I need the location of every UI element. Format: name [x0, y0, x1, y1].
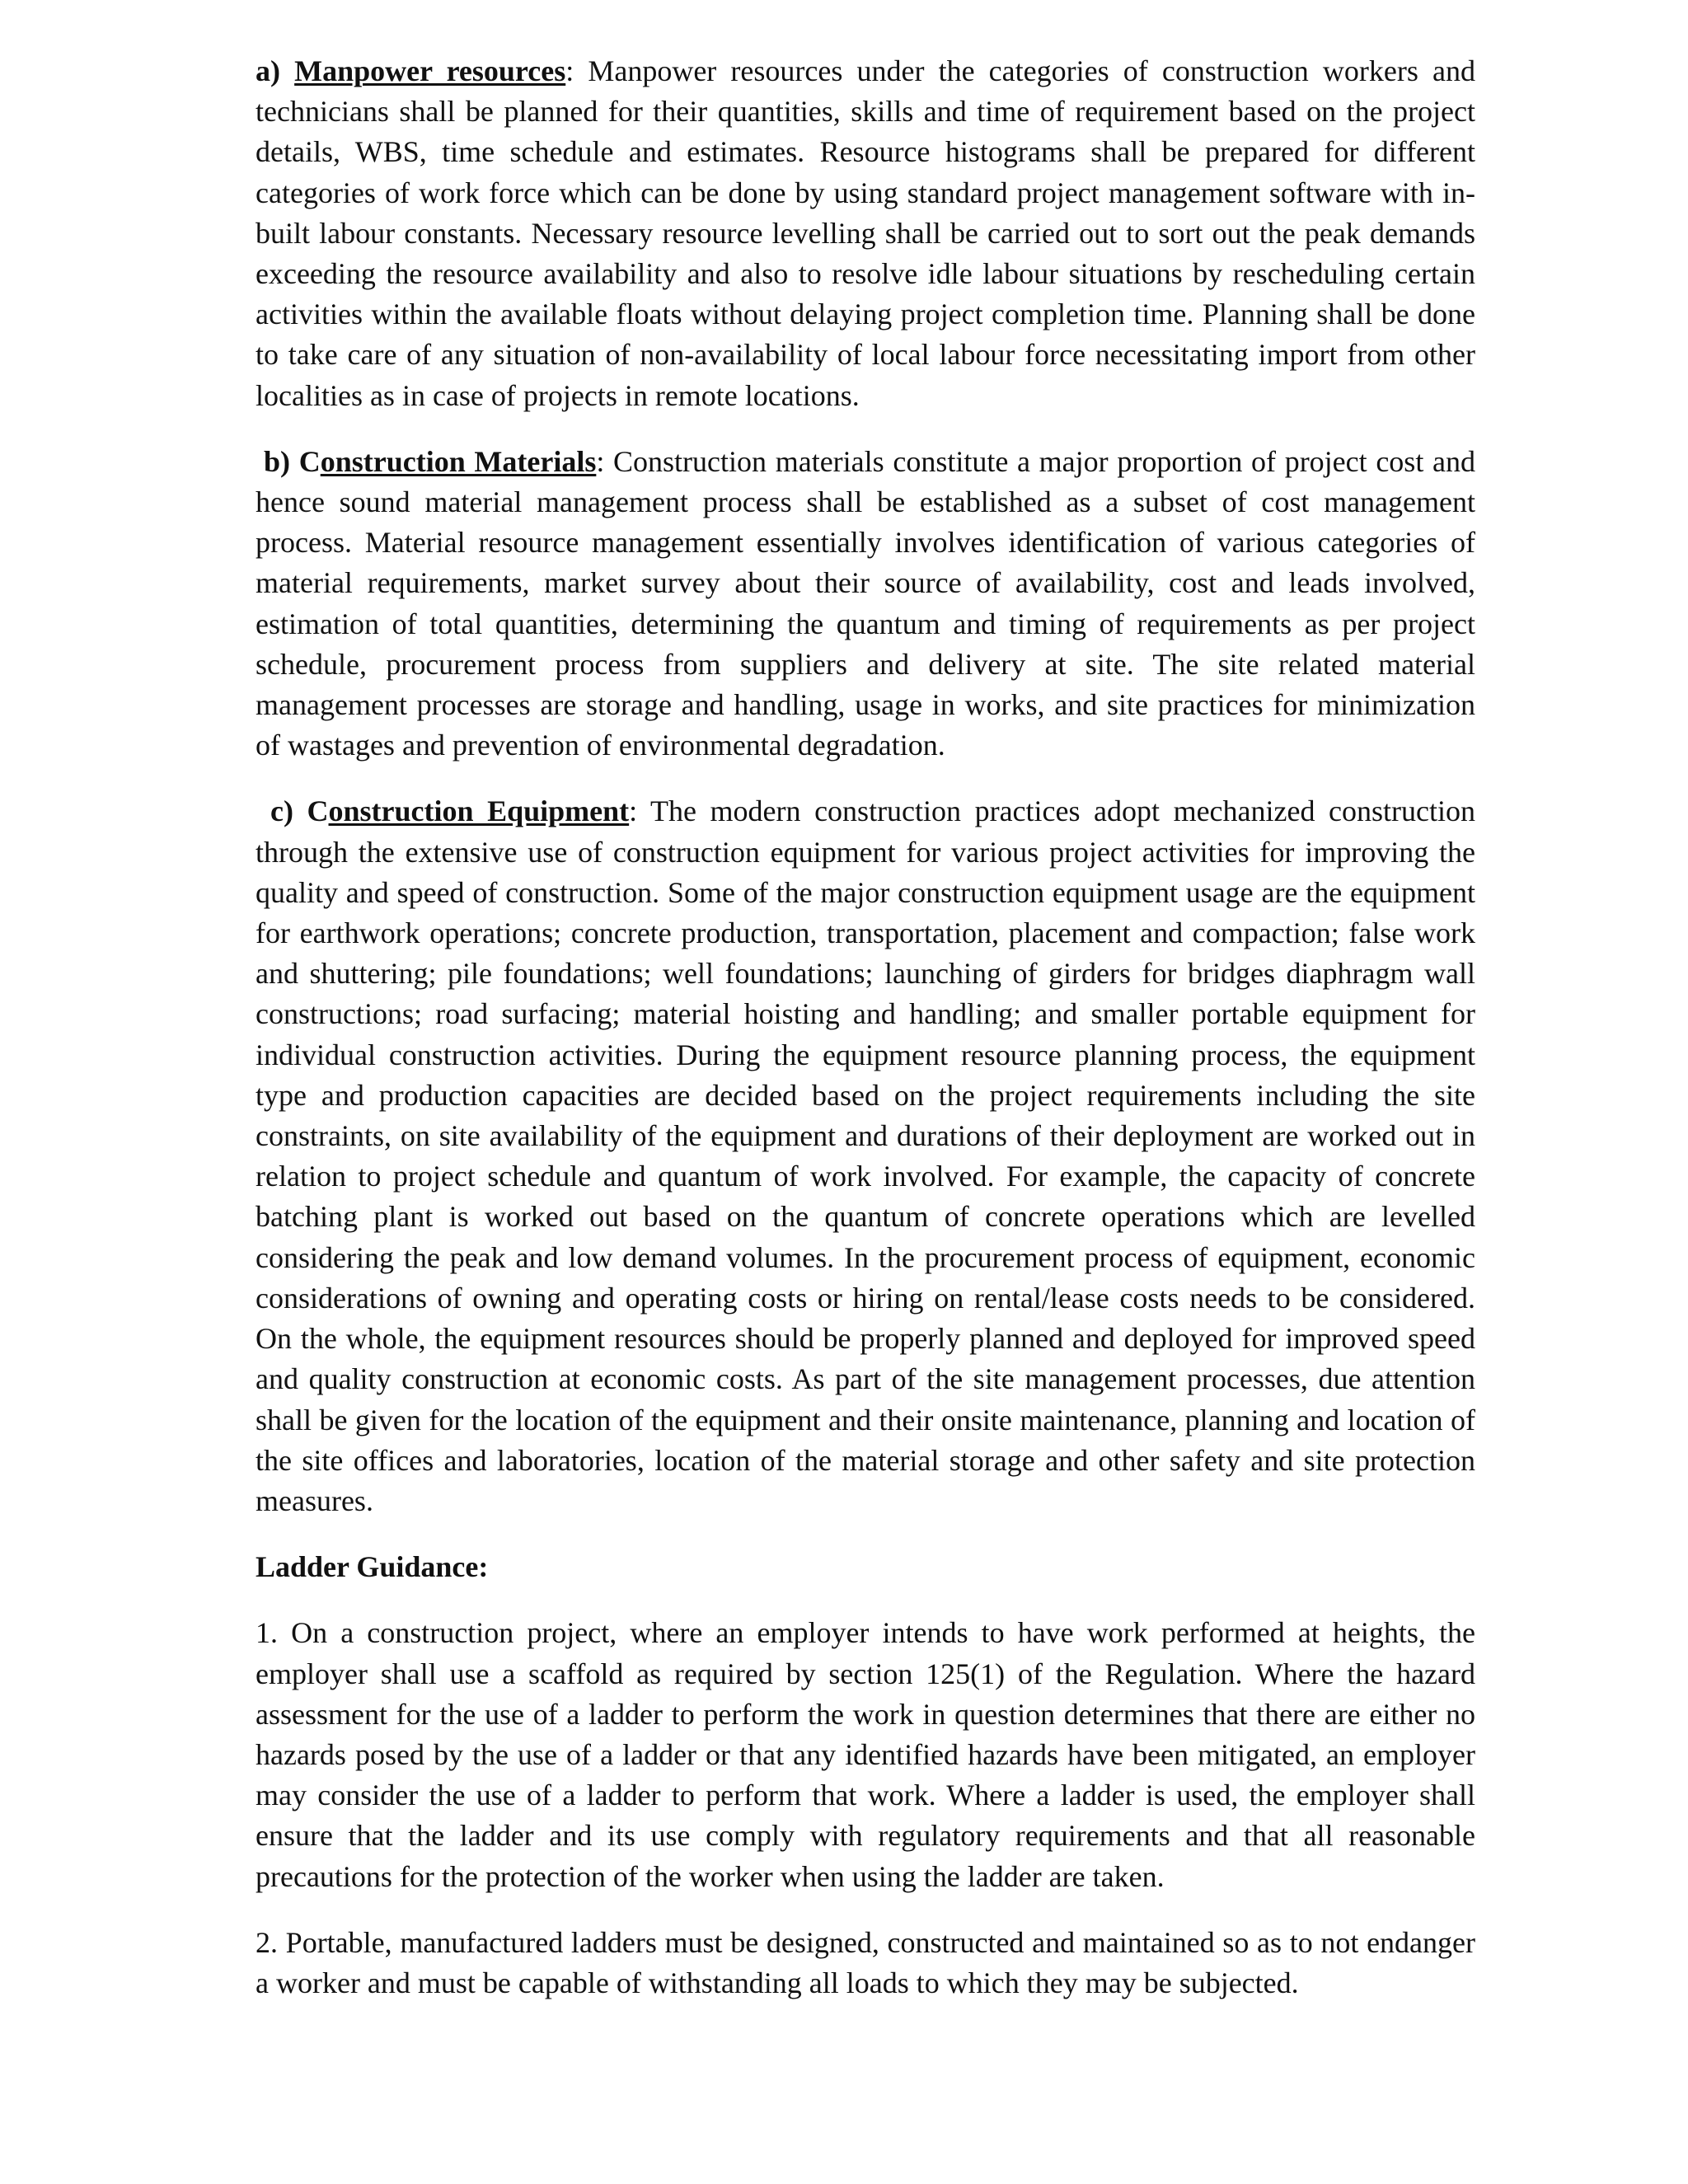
construction-equipment-term: onstruction Equipment	[328, 794, 630, 828]
manpower-resources-text: : Manpower resources under the categories of construction workers and technicians shall be planned for their quantities, skills and time of requirement based on the project details, WBS, time schedule and estimates. Resource histograms shall be prepared for different categories of work force which can be done by using standard project management software with in-built labour constants. Necessary resource levelling shall be carried out to sort out the peak demands exceeding the resource availability and also to resolve idle labour situations by rescheduling certain activities within the available floats without delaying project completion time. Planning shall be done to take care of any situation of non-availability of local labour force necessitating import from other localities as in case of projects in remote locations.	[256, 54, 1475, 412]
section-construction-materials	[256, 442, 1475, 766]
section-b-prefix: b) C	[264, 444, 321, 478]
section-a-prefix: a)	[256, 54, 295, 87]
construction-equipment-text: : The modern construction practices adopt mechanized construction through the extensive use of construction equipment for various project activities for improving the quality and speed of construction. Some of the major construction equipment usage are the equipment for earthwork operations; concrete production, transportation, placement and compaction; false work and shuttering; pile foundations; well foundations; launching of girders for bridges diaphragm wall constructions; road surfacing; material hoisting and handling; and smaller portable equipment for individual construction activities. During the equipment resource planning process, the equipment type and production capacities are decided based on the project requirements including the site constraints, on site availability of the equipment and durations of their deployment are worked out in relation to project schedule and quantum of work involved. For example, the capacity of concrete batching plant is worked out based on the quantum of concrete operations which are levelled considering the peak and low demand volumes. In the procurement process of equipment, economic considerations of owning and operating costs or hiring on rental/lease costs needs to be considered. On the whole, the equipment resources should be properly planned and deployed for improved speed and quality construction at economic costs. As part of the site management processes, due attention shall be given for the location of the equipment and their onsite maintenance, planning and location of the site offices and laboratories, location of the material storage and other safety and site protection measures.	[256, 794, 1475, 1517]
ladder-guidance-heading: Ladder Guidance:	[256, 1550, 489, 1584]
section-manpower-resources	[256, 51, 1475, 416]
section-c-prefix: c) C	[270, 794, 329, 828]
section-construction-equipment	[256, 791, 1475, 1521]
manpower-resources-term: Manpower resources	[294, 54, 566, 87]
ladder-guidance-item-2: 2. Portable, manufactured ladders must be designed, constructed and maintained so as to not endanger a worker and must be capable of withstanding all loads to which they may be subjected.	[256, 1925, 1475, 1999]
construction-materials-term: onstruction Materials	[320, 444, 597, 478]
ladder-guidance-item-1: 1. On a construction project, where an employer intends to have work performed at heights, the employer shall use a scaffold as required by section 125(1) of the Regulation. Where the hazard assessment for the use of a ladder to perform the work in question determines that there are either no hazards posed by the use of a ladder or that any identified hazards have been mitigated, an employer may consider the use of a ladder to perform that work. Where a ladder is used, the employer shall ensure that the ladder and its use comply with regulatory requirements and that all reasonable precautions for the protection of the worker when using the ladder are taken.	[256, 1616, 1475, 1893]
construction-materials-text: : Construction materials constitute a major proportion of project cost and hence sound material management process shall be established as a subset of cost management process. Material resource management essentially involves identification of various categories of material requirements, market survey about their source of availability, cost and leads involved, estimation of total quantities, determining the quantum and timing of requirements as per project schedule, procurement process from suppliers and delivery at site. The site related material management processes are storage and handling, usage in works, and site practices for minimization of wastages and prevention of environmental degradation.	[256, 444, 1475, 762]
document-page	[256, 51, 1475, 2004]
